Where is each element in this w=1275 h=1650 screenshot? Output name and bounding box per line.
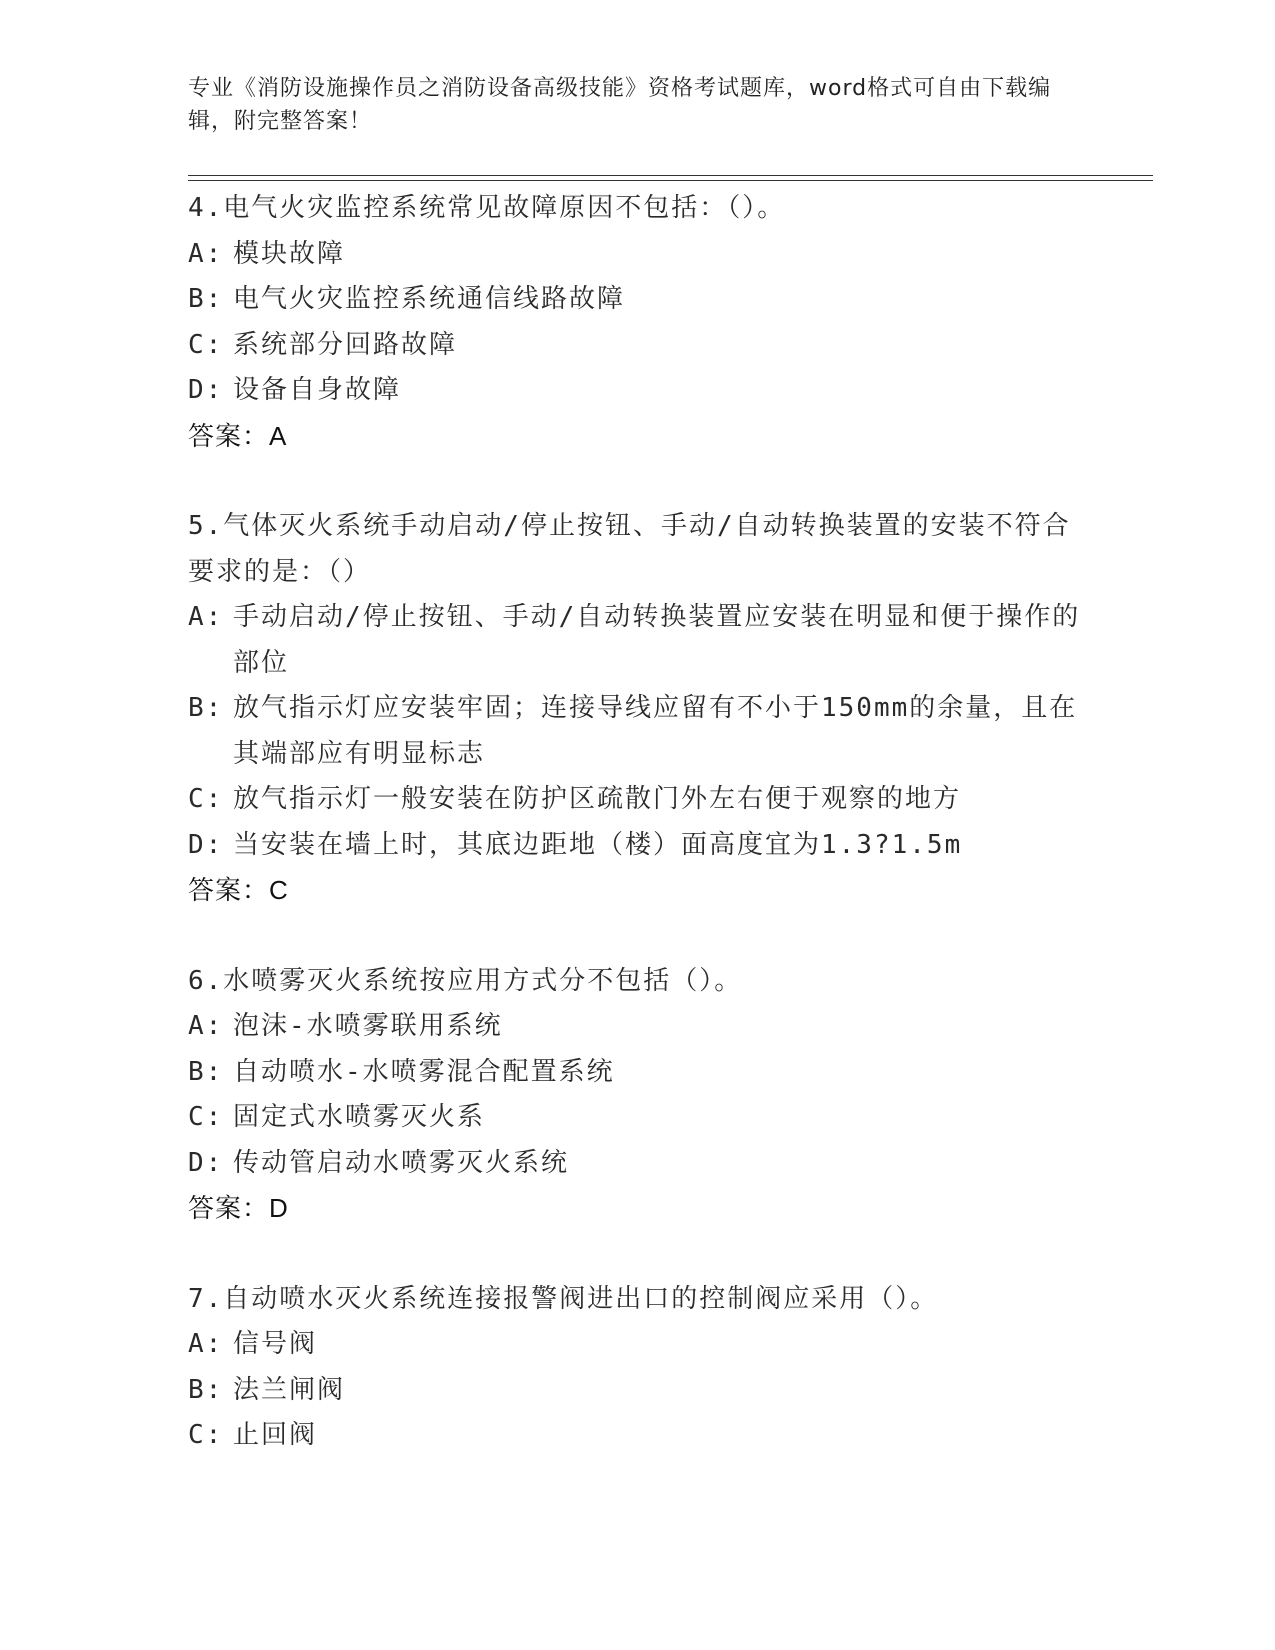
option-text: 当安装在墙上时，其底边距地（楼）面高度宜为1.3?1.5m (233, 829, 963, 860)
option-b (188, 1050, 1088, 1096)
option-b (188, 1368, 1088, 1414)
option-text: 放气指示灯应安装牢固；连接导线应留有不小于150mm的余量，且在其端部应有明显标志 (233, 693, 1078, 769)
option-key: A: (188, 238, 224, 269)
option-c (188, 323, 1088, 369)
option-text: 传动管启动水喷雾灭火系统 (233, 1147, 570, 1178)
option-key: C: (188, 784, 224, 814)
answer-label: 答案：D (188, 1193, 289, 1223)
answer-label: 答案：C (188, 875, 289, 905)
question-stem: 7.自动喷水灭火系统连接报警阀进出口的控制阀应采用（）。 (188, 1283, 939, 1314)
option-text: 自动喷水-水喷雾混合配置系统 (233, 1056, 615, 1087)
option-text: 止回阀 (233, 1420, 318, 1450)
option-text: 固定式水喷雾灭火系 (233, 1102, 486, 1132)
option-key: A: (188, 1329, 224, 1359)
option-b (188, 277, 1088, 323)
option-a (188, 595, 1088, 686)
question-stem: 4.电气火灾监控系统常见故障原因不包括：（）。 (188, 193, 786, 223)
option-key: B: (188, 1374, 224, 1405)
option-key: D: (188, 1147, 224, 1178)
option-text: 放气指示灯一般安装在防护区疏散门外左右便于观察的地方 (233, 784, 962, 814)
option-key: A: (188, 1011, 224, 1041)
option-key: C: (188, 1102, 224, 1132)
option-a (188, 1322, 1088, 1368)
option-d (188, 823, 1088, 869)
option-d (188, 1141, 1088, 1187)
question-list (188, 186, 1088, 1504)
option-a (188, 1004, 1088, 1050)
question-4 (188, 186, 1088, 459)
option-key: B: (188, 693, 224, 723)
option-key: A: (188, 602, 224, 632)
option-key: D: (188, 829, 224, 860)
document-header: 专业《消防设施操作员之消防设备高级技能》资格考试题库，word格式可自由下载编辑，附完整答案！ (188, 76, 1052, 134)
question-stem: 5.气体灭火系统手动启动/停止按钮、手动/自动转换装置的安装不符合要求的是：（） (188, 511, 1071, 587)
option-d (188, 368, 1088, 414)
option-text: 手动启动/停止按钮、手动/自动转换装置应安装在明显和便于操作的部位 (233, 602, 1081, 678)
question-stem: 6.水喷雾灭火系统按应用方式分不包括（）。 (188, 965, 743, 996)
option-b (188, 686, 1088, 777)
option-key: C: (188, 1420, 224, 1450)
option-key: B: (188, 1056, 224, 1087)
option-text: 法兰闸阀 (233, 1374, 346, 1405)
option-c (188, 1413, 1088, 1459)
option-c (188, 777, 1088, 823)
option-text: 设备自身故障 (233, 375, 402, 405)
option-key: D: (188, 375, 224, 405)
option-key: B: (188, 284, 224, 314)
option-text: 信号阀 (233, 1329, 318, 1359)
option-text: 系统部分回路故障 (233, 329, 458, 360)
option-text: 电气火灾监控系统通信线路故障 (233, 284, 626, 314)
header-divider-top (188, 175, 1153, 176)
option-text: 模块故障 (233, 238, 346, 269)
question-5 (188, 504, 1088, 914)
header-divider-bottom (188, 180, 1153, 181)
option-text: 泡沫-水喷雾联用系统 (233, 1011, 503, 1041)
answer-label: 答案：A (188, 420, 288, 451)
question-7 (188, 1277, 1088, 1459)
option-a (188, 232, 1088, 278)
option-c (188, 1095, 1088, 1141)
question-6 (188, 959, 1088, 1232)
option-key: C: (188, 329, 224, 360)
